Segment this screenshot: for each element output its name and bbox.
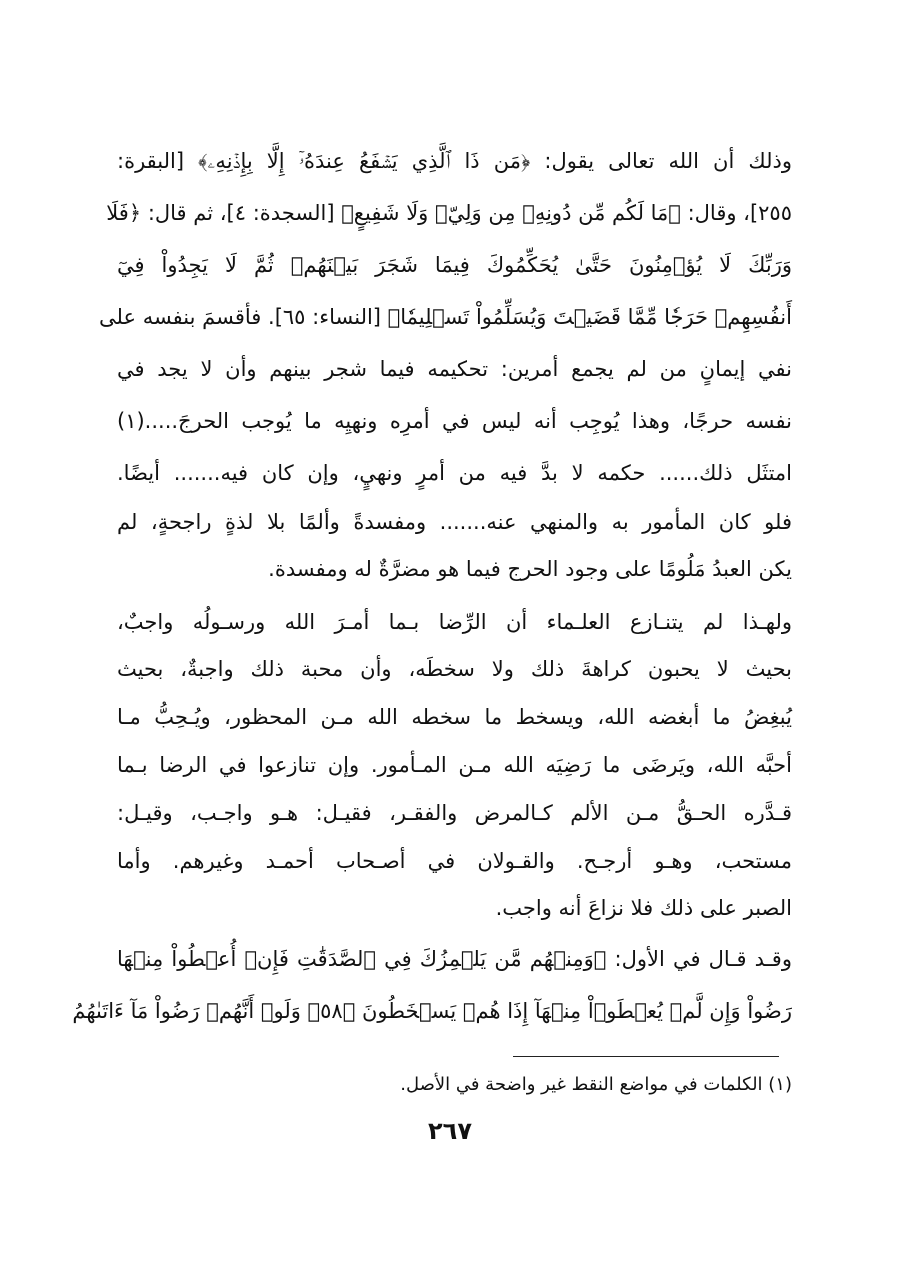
text-line: وَرَبِّكَ لَا يُؤۡمِنُونَ حَتَّىٰ يُحَكِّمُوكَ فِيمَا شَجَرَ بَيۡنَهُمۡ ثُمَّ لَا يَجِدُواْ فِيٓ bbox=[117, 253, 792, 277]
text-line: نفي إيمانٍ من لم يجمع أمرين: تحكيمه فيما شجر بينهم وأن لا يجد في bbox=[117, 357, 792, 381]
page-number: ٢٦٧ bbox=[428, 1117, 472, 1145]
text-line: وقـد قـال في الأول: ﴿وَمِنۡهُم مَّن يَلۡمِزُكَ فِي ٱلصَّدَقَٰتِ فَإِنۡ أُعۡطُواْ مِنۡهَا bbox=[117, 947, 792, 971]
text-line: ولهـذا لم يتنـازع العلـماء أن الرِّضا بـما أمـرَ الله ورسـولُه واجبٌ، bbox=[117, 610, 792, 634]
text-line: يكن العبدُ مَلُومًا على وجود الحرج فيما هو مضرَّةٌ له ومفسدة. bbox=[268, 557, 792, 581]
text-line: أحبَّه الله، ويَرضَى ما رَضِيَه الله مـن المـأمور. وإن تنازعوا في الرضا بـما bbox=[117, 753, 792, 777]
text-line: بحيث لا يحبون كراهةَ ذلك ولا سخطَه، وأن محبة ذلك واجبةٌ، بحيث bbox=[117, 657, 792, 681]
text-line: فلو كان المأمور به والمنهي عنه....... ومفسدةً وألمًا بلا لذةٍ راجحةٍ، لم bbox=[117, 510, 792, 534]
footnote-separator bbox=[513, 1056, 779, 1057]
text-line: نفسه حرجًا، وهذا يُوجِب أنه ليس في أمرِه ونهيِه ما يُوجب الحرجَ.....(١) bbox=[117, 409, 792, 433]
text-line: قـدَّره الحـقُّ مـن الألم كـالمرض والفقـر، فقيـل: هـو واجـب، وقيـل: bbox=[117, 801, 792, 825]
text-line: رَضُواْ وَإِن لَّمۡ يُعۡطَوۡاْ مِنۡهَآ إِذَا هُمۡ يَسۡخَطُونَ ﴿٥٨﴾ وَلَوۡ أَنَّهُمۡ رَضُواْ مَآ ءَاتَىٰهُمُ bbox=[72, 999, 792, 1023]
text-line: مستحب، وهـو أرجـح. والقـولان في أصـحاب أحمـد وغيرهم. وأما bbox=[117, 849, 792, 873]
text-line: امتثَل ذلك...... حكمه لا بدَّ فيه من أمرٍ ونهيٍ، وإن كان فيه....... أيضًا. bbox=[117, 461, 792, 485]
text-line: وذلك أن الله تعالى يقول: ﴿مَن ذَا ٱلَّذِي يَشۡفَعُ عِندَهُۥٓ إِلَّا بِإِذۡنِهِۦ﴾ [البقرة: bbox=[117, 149, 792, 173]
text-line: الصبر على ذلك فلا نزاعَ أنه واجب. bbox=[495, 896, 792, 920]
text-line: يُبغِضُ ما أبغضه الله، ويسخط ما سخطه الله مـن المحظور، ويُـحِبُّ مـا bbox=[117, 705, 792, 729]
footnote: (١) الكلمات في مواضع النقط غير واضحة في الأصل. bbox=[400, 1074, 792, 1095]
text-line: ٢٥٥]، وقال: ﴿مَا لَكُم مِّن دُونِهِۦ مِن وَلِيّٖ وَلَا شَفِيعٍ﴾ [السجدة: ٤]، ثم قال: ﴿فَلَا bbox=[106, 201, 792, 225]
text-line: أَنفُسِهِمۡ حَرَجٗا مِّمَّا قَضَيۡتَ وَيُسَلِّمُواْ تَسۡلِيمٗا﴾ [النساء: ٦٥]. فأقسمَ بنفسه على bbox=[99, 305, 792, 329]
